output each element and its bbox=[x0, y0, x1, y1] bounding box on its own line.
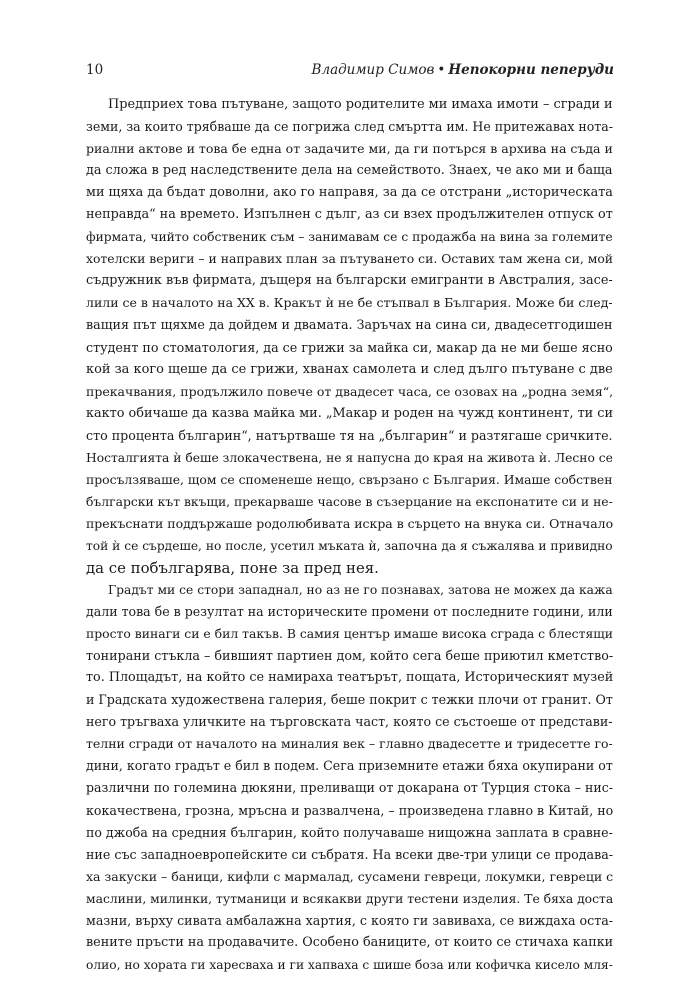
text-line: риални актове и това бе една от задачите ми, да ги потърся в архива на съда и bbox=[86, 141, 613, 157]
text-line: мазни, върху сивата амбалажна хартия, с която ги завиваха, се виждаха оста- bbox=[86, 912, 613, 928]
text-line: олио, но хората ги харесваха и ги хапваха с шише боза или кофичка кисело мля- bbox=[86, 957, 613, 972]
text-line: кой за кого щеше да се грижи, хванах самолета и след дълго пътуване с две bbox=[86, 361, 613, 377]
text-line: той ѝ се сърдеше, но после, усетил мъката ѝ, започна да я съжалява и привидно bbox=[86, 538, 613, 553]
text-line: да се побългарява, поне за пред нея. bbox=[86, 558, 379, 577]
text-line: маслини, милинки, тутманици и всякакви други тестени изделия. Те бяха доста bbox=[86, 891, 613, 906]
text-line: по джоба на средния българин, който получаваше нищожна заплата в сравне- bbox=[86, 824, 613, 840]
text-line: вените пръсти на продавачите. Особено баниците, от които се стичаха капки bbox=[86, 934, 613, 950]
text-line: ха закуски – баници, кифли с мармалад, сусамени гевреци, локумки, гевреци с bbox=[86, 868, 613, 884]
text-line: Предприех това пътуване, защото родителите ми имаха имоти – сгради и bbox=[108, 97, 613, 112]
text-line: ние със западноевропейските си събратя. На всеки две-три улици се продава- bbox=[86, 846, 613, 862]
text-line: прекачвания, продължило повече от двадесет часа, се озовах на „родна земя“, bbox=[86, 383, 613, 399]
body-text bbox=[86, 94, 613, 976]
text-line: лили се в началото на ХХ в. Кракът ѝ не бе стъпвал в България. Може би след- bbox=[86, 295, 613, 311]
author-name: Владимир Симов bbox=[311, 62, 435, 78]
text-line: фирмата, чийто собственик съм – занимавам се с продажба на вина за големите bbox=[86, 230, 613, 245]
running-head bbox=[312, 62, 614, 78]
text-line: телни сгради от началото на миналия век – главно двадесетте и тридесетте го- bbox=[86, 736, 613, 752]
text-line: прекъснати поддържаше родолюбивата искра в сърцето на внука си. Отначало bbox=[86, 515, 613, 531]
text-line: съдружник във фирмата, дъщеря на български емигранти в Австралия, засе- bbox=[86, 273, 613, 289]
text-line: дали това бе в резултат на историческите промени от последните години, или bbox=[86, 604, 613, 620]
text-line: просълзяваше, щом се споменеше нещо, свързано с България. Имаше собствен bbox=[86, 471, 613, 487]
page-header bbox=[86, 62, 614, 84]
text-line: и Градската художествена галерия, беше покрит с тежки плочи от гранит. От bbox=[86, 692, 613, 708]
text-line: дини, когато градът е бил в подем. Сега приземните етажи бяха окупирани от bbox=[86, 758, 613, 774]
text-line: да сложа в ред наследствените дела на семейството. Знаех, че ако ми и баща bbox=[86, 163, 613, 179]
text-line: Градът ми се стори западнал, но аз не го познавах, затова не можех да кажа bbox=[108, 583, 613, 598]
text-line: български кът вкъщи, прекарваше часове в съзерцание на експонатите си и не- bbox=[86, 494, 613, 509]
text-line: то. Площадът, на който се намираха театърът, пощата, Историческият музей bbox=[86, 670, 613, 686]
text-line: просто винаги си е бил такъв. В самия център имаше висока сграда с блестящи bbox=[86, 627, 613, 642]
text-line: както обичаше да казва майка ми. „Макар и роден на чужд континент, ти си bbox=[86, 405, 613, 421]
text-line: ми щяха да бъдат доволни, ако го направя, за да се отстрани „историческата bbox=[86, 185, 613, 201]
page-number: 10 bbox=[86, 62, 104, 78]
text-line: сто процента българин“, натъртваше тя на „българин“ и разтягаше сричките. bbox=[86, 427, 613, 443]
text-line: различни по големина дюкяни, преливащи от докарана от Турция стока – нис- bbox=[86, 780, 613, 796]
text-line: тонирани стъкла – бившият партиен дом, който сега беше приютил кметство- bbox=[86, 648, 613, 664]
text-line: студент по стоматология, да се грижи за майка си, макар да не ми беше ясно bbox=[86, 339, 613, 355]
text-line: ващия път щяхме да дойдем и двамата. Заръчах на сина си, двадесетгодишен bbox=[86, 317, 613, 333]
book-title: Непокорни пеперуди bbox=[448, 62, 614, 78]
text-line: Носталгията ѝ беше злокачествена, не я напусна до края на живота ѝ. Лесно се bbox=[86, 450, 613, 465]
paragraph bbox=[86, 579, 613, 976]
text-line: хотелски вериги – и направих план за пътуването си. Оставих там жена си, мой bbox=[86, 252, 613, 267]
text-line: земи, за които трябваше да се погрижа след смъртта им. Не притежавах нота- bbox=[86, 119, 613, 135]
header-separator: • bbox=[437, 62, 446, 78]
text-line: неправда“ на времето. Изпълнен с дълг, аз си взех продължителен отпуск от bbox=[86, 207, 613, 223]
paragraph bbox=[86, 94, 613, 579]
text-line: кокачествена, грозна, мръсна и развалчена, – произведена главно в Китай, но bbox=[86, 802, 613, 818]
text-line: него тръгваха уличките на търговската част, която се състоеше от представи- bbox=[86, 714, 613, 730]
